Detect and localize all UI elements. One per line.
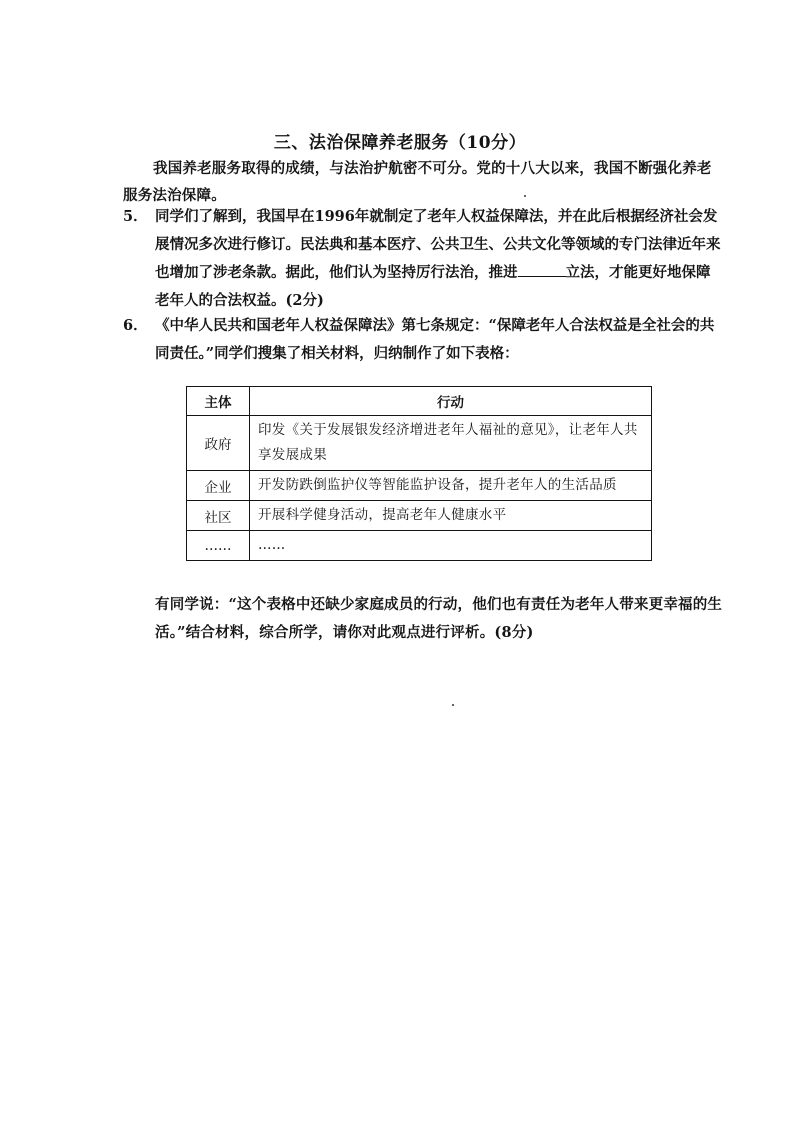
table-cell-subject: 社区 — [187, 501, 250, 531]
question-6 — [123, 312, 723, 368]
question-5 — [123, 203, 723, 315]
table-header-row — [187, 387, 652, 416]
table-cell-action: 开发防跌倒监护仪等智能监护设备，提升老年人的生活品质 — [250, 471, 652, 501]
table-row — [187, 416, 652, 471]
table-cell-action: 印发《关于发展银发经济增进老年人福祉的意见》，让老年人共享发展成果 — [250, 416, 652, 471]
table-cell-action: 开展科学健身活动，提高老年人健康水平 — [250, 501, 652, 531]
question-5-text-after: 立法，才能更好地保障老年人的合法权益。(2分) — [155, 264, 711, 309]
student-claim-prompt: 有同学说：“这个表格中还缺少家庭成员的行动，他们也有责任为老年人带来更幸福的生活。”结合材料，综合所学，请你对此观点进行评析。(8分) — [155, 596, 723, 641]
table-cell-subject: 政府 — [187, 416, 250, 471]
table-row — [187, 501, 652, 531]
question-6-text: 《中华人民共和国老年人权益保障法》第七条规定：“保障老年人合法权益是全社会的共同责任。”同学们搜集了相关材料，归纳制作了如下表格： — [155, 317, 715, 362]
table-row — [187, 531, 652, 561]
table-row — [187, 471, 652, 501]
section-title: 三、法治保障养老服务（10分） — [273, 133, 527, 153]
header-subject: 主体 — [187, 387, 250, 416]
fill-in-blank[interactable] — [518, 260, 566, 277]
question-5-text — [155, 203, 723, 315]
question-5-number: 5． — [123, 208, 148, 225]
table-cell-subject: …… — [187, 531, 250, 561]
table-cell-action: …… — [250, 531, 652, 561]
question-5-text-before: 同学们了解到，我国早在1996年就制定了老年人权益保障法，并在此后根据经济社会发展情况多次进行修订。民法典和基本医疗、公共卫生、公共文化等领域的专门法律近年来也增加了涉老条款。据此，他们认为坚持厉行法治，推进 — [155, 208, 721, 281]
scan-speck — [524, 195, 526, 197]
question-6-number: 6． — [123, 317, 148, 334]
header-action: 行动 — [250, 387, 652, 416]
table-cell-subject: 企业 — [187, 471, 250, 501]
material-table — [186, 386, 652, 561]
section-intro: 我国养老服务取得的成绩，与法治护航密不可分。党的十八大以来，我国不断强化养老服务法治保障。 — [123, 160, 712, 204]
scan-speck — [452, 704, 454, 706]
